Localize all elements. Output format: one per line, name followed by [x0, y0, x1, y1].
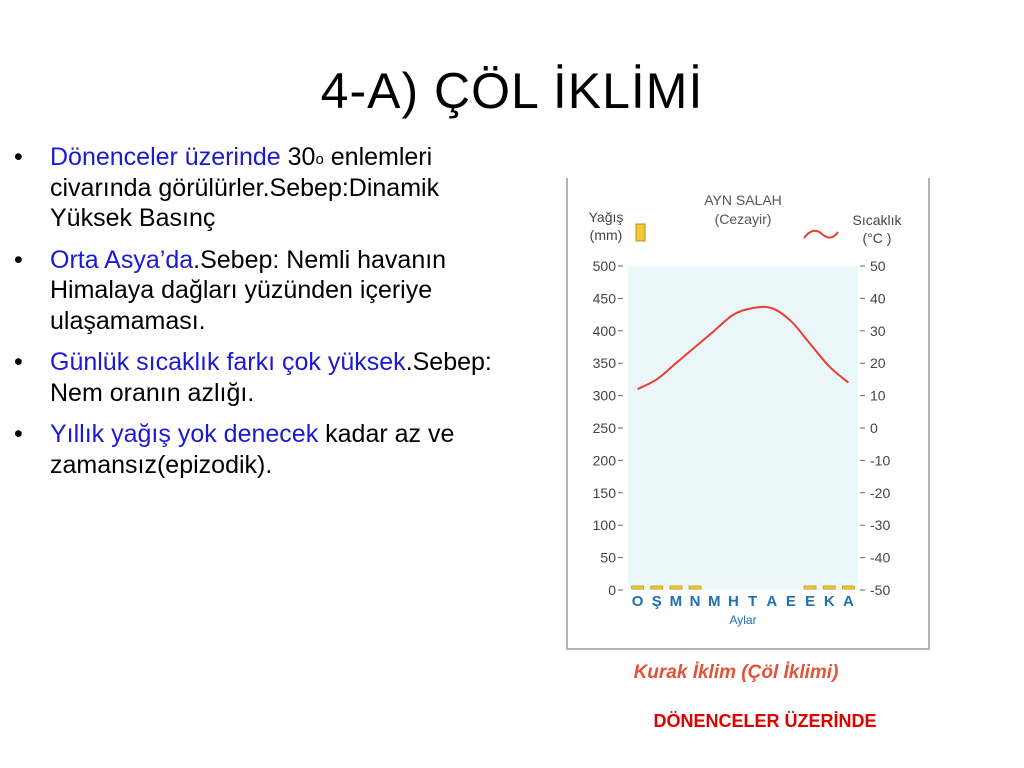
bullet-highlight: Orta Asya’da [50, 245, 194, 274]
precipitation-bar [823, 586, 835, 589]
month-label: E [805, 593, 816, 610]
left-tick-label: 200 [592, 452, 616, 469]
left-tick-label: 100 [592, 517, 616, 534]
footer-note: DÖNENCELER ÜZERİNDE [653, 711, 877, 731]
bullet-marker: • [14, 245, 23, 274]
precipitation-legend-swatch [636, 224, 645, 241]
plot-background [628, 266, 858, 590]
chart-caption: Kurak İklim (Çöl İklimi) [633, 662, 839, 683]
right-tick-label: 20 [870, 355, 886, 372]
chart-subtitle: (Cezayir) [714, 211, 772, 227]
month-label: T [747, 593, 758, 610]
left-tick-label: 500 [592, 258, 616, 274]
left-tick-label: 450 [592, 290, 616, 307]
left-tick-label: 400 [592, 322, 616, 339]
right-tick-label: -40 [870, 549, 891, 566]
bullet-text: enlemleri civarında görülürler.Sebep:Dinamik Yüksek Basınç [50, 143, 440, 232]
right-tick-label: -50 [870, 582, 891, 598]
month-label: M [708, 593, 721, 610]
left-tick-label: 350 [592, 355, 616, 372]
left-tick-label: 150 [592, 484, 616, 501]
month-label: N [689, 593, 701, 610]
left-tick-label: 50 [600, 549, 616, 566]
precipitation-bar [842, 586, 854, 589]
bullet-marker: • [14, 348, 23, 376]
temperature-legend-curve [804, 231, 838, 238]
bullet-marker: • [14, 420, 23, 448]
precipitation-bar [651, 586, 663, 589]
month-label: O [631, 593, 644, 610]
left-tick-label: 300 [592, 387, 616, 404]
bullet-item [12, 347, 522, 408]
bullet-highlight: Yıllık yağış yok denecek [50, 420, 319, 448]
right-tick-label: 40 [870, 290, 886, 307]
precipitation-bar [632, 586, 644, 589]
bullet-text: kadar az ve zamansız(epizodik). [50, 420, 455, 479]
bullet-item [12, 245, 522, 337]
right-tick-label: -20 [870, 484, 891, 501]
left-tick-label: 250 [592, 420, 616, 436]
right-tick-label: 30 [870, 322, 886, 339]
month-label: A [766, 593, 778, 610]
month-label: M [669, 593, 683, 610]
precipitation-bar [804, 586, 816, 589]
month-label: K [823, 593, 835, 610]
right-tick-label: -10 [870, 452, 891, 469]
left-axis-label: (mm) [589, 227, 623, 243]
bullet-list [12, 142, 522, 491]
bullet-item [12, 419, 522, 480]
bullet-text: 30 [280, 143, 316, 171]
precipitation-bar [670, 586, 682, 589]
bullet-highlight: Dönenceler üzerinde [50, 143, 281, 171]
month-label: A [842, 593, 854, 610]
month-label: H [727, 593, 739, 610]
bullet-highlight: Günlük sıcaklık farkı çok yüksek [50, 348, 406, 376]
month-label: Ş [651, 593, 662, 610]
bullet-superscript: o [315, 151, 324, 168]
month-label: E [785, 593, 796, 610]
x-axis-label: Aylar [729, 613, 757, 627]
right-tick-label: 0 [870, 420, 878, 436]
bullet-item [12, 142, 522, 234]
bullet-marker: • [14, 143, 23, 171]
climograph-chart [566, 178, 926, 648]
right-axis-label: Sıcaklık [852, 212, 902, 228]
right-tick-label: -30 [870, 517, 891, 534]
left-tick-label: 0 [608, 582, 616, 598]
right-tick-label: 10 [870, 387, 886, 404]
right-axis-label: (°C ) [862, 230, 892, 246]
bullet-text: .Sebep: Nemli havanın Himalaya dağları yüzünden içeriye ulaşamaması. [50, 245, 447, 335]
precipitation-bar [689, 586, 701, 589]
left-axis-label: Yağış [588, 209, 624, 225]
slide-title: 4-A) ÇÖL İKLİMİ [320, 63, 704, 119]
right-tick-label: 50 [870, 258, 886, 274]
chart-title: AYN SALAH [704, 192, 782, 208]
bullet-text: .Sebep: Nem oranın azlığı. [50, 348, 492, 407]
